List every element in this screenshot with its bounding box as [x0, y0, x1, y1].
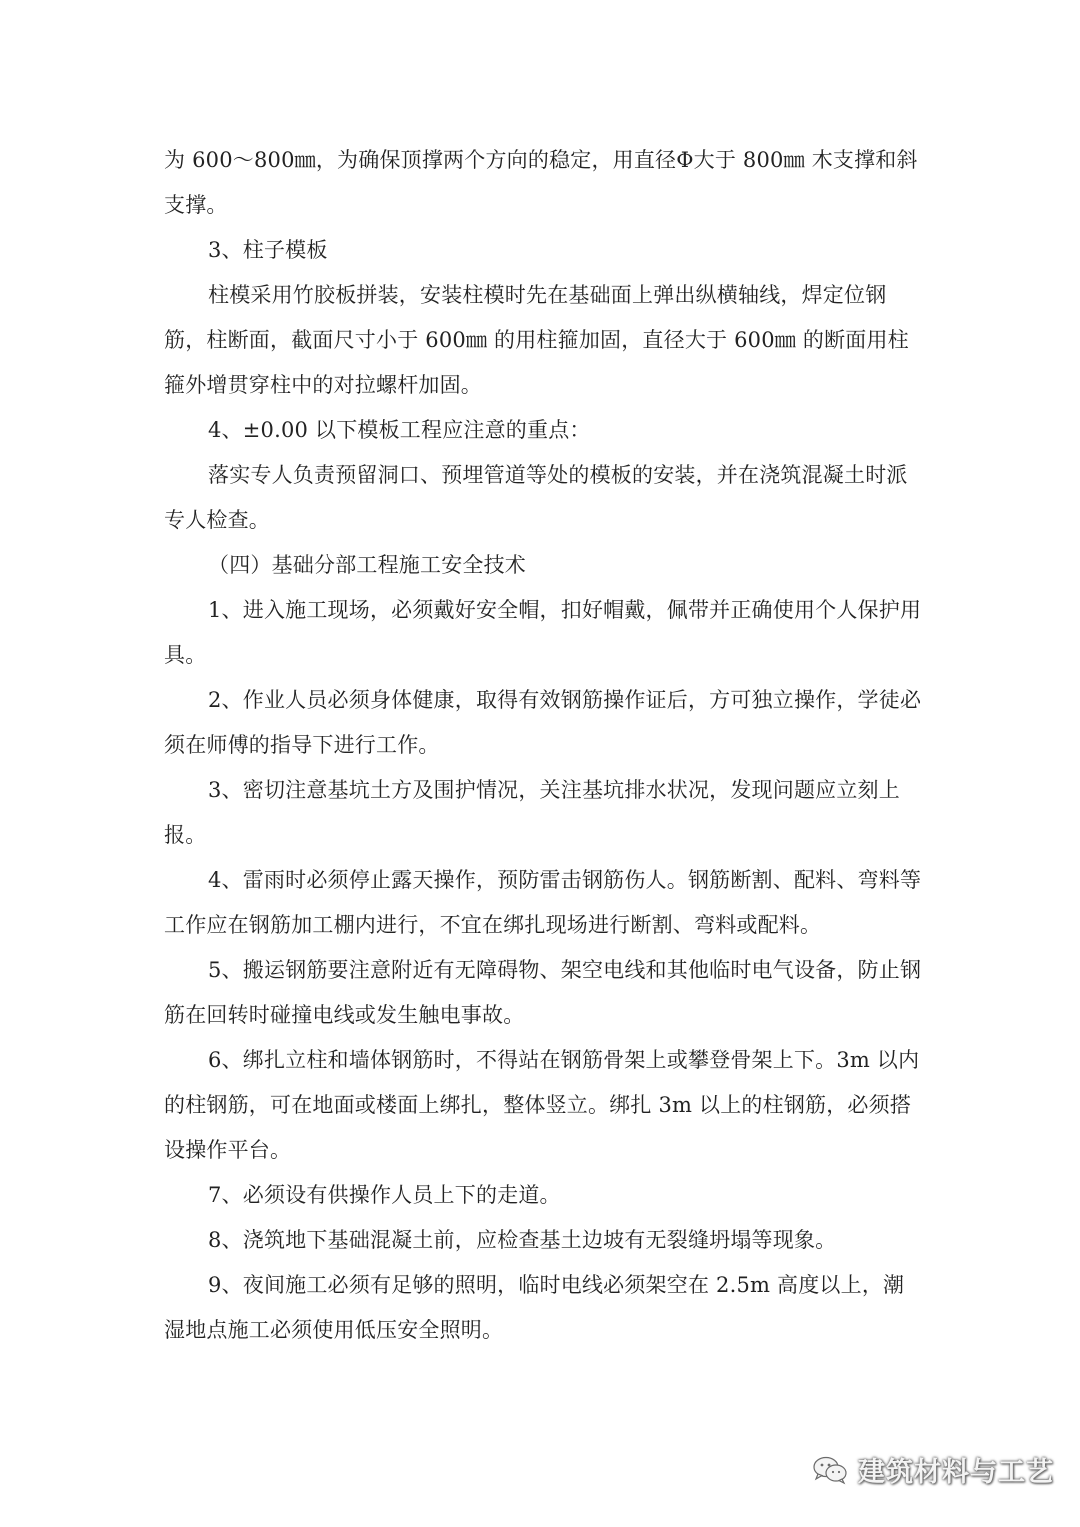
paragraph-column-formwork: 柱模采用竹胶板拼装，安装柱模时先在基础面上弹出纵横轴线，焊定位钢筋，柱断面，截面尺寸小于 600㎜ 的用柱箍加固，直径大于 600㎜ 的断面用柱箍外增贯穿柱中的对拉螺杆加固。 [164, 283, 909, 397]
safety-item-5: 5、搬运钢筋要注意附近有无障碍物、架空电线和其他临时电气设备，防止钢筋在回转时碰撞电线或发生触电事故。 [164, 958, 922, 1027]
safety-item-8: 8、浇筑地下基础混凝土前，应检查基土边坡有无裂缝坍塌等现象。 [208, 1228, 837, 1252]
document-body [164, 138, 924, 1353]
paragraph-continuation: 为 600～800㎜，为确保顶撑两个方向的稳定，用直径Φ大于 800㎜ 木支撑和斜支撑。 [164, 148, 918, 217]
safety-item-4: 4、雷雨时必须停止露天操作，预防雷击钢筋伤人。钢筋断割、配料、弯料等工作应在钢筋加工棚内进行，不宜在绑扎现场进行断割、弯料或配料。 [164, 868, 922, 937]
safety-item-1: 1、进入施工现场，必须戴好安全帽，扣好帽戴，佩带并正确使用个人保护用具。 [164, 598, 922, 667]
watermark-text: 建筑材料与工艺 [858, 1457, 1054, 1488]
heading-column-formwork: 3、柱子模板 [208, 238, 328, 262]
paragraph-below-zero-formwork: 落实专人负责预留洞口、预埋管道等处的模板的安装，并在浇筑混凝土时派专人检查。 [164, 463, 908, 532]
section-heading-safety: （四）基础分部工程施工安全技术 [208, 553, 526, 577]
watermark [812, 1450, 1054, 1489]
heading-below-zero-formwork: 4、±0.00 以下模板工程应注意的重点： [208, 418, 591, 442]
safety-item-7: 7、必须设有供操作人员上下的走道。 [208, 1183, 561, 1207]
safety-item-6: 6、绑扎立柱和墙体钢筋时，不得站在钢筋骨架上或攀登骨架上下。3m 以内的柱钢筋，可在地面或楼面上绑扎，整体竖立。绑扎 3m 以上的柱钢筋，必须搭设操作平台。 [164, 1048, 920, 1162]
safety-item-2: 2、作业人员必须身体健康，取得有效钢筋操作证后，方可独立操作，学徒必须在师傅的指导下进行工作。 [164, 688, 922, 757]
wechat-icon [812, 1455, 848, 1485]
safety-item-9: 9、夜间施工必须有足够的照明，临时电线必须架空在 2.5m 高度以上，潮湿地点施工必须使用低压安全照明。 [164, 1273, 905, 1342]
safety-item-3: 3、密切注意基坑土方及围护情况，关注基坑排水状况，发现问题应立刻上报。 [164, 778, 900, 847]
